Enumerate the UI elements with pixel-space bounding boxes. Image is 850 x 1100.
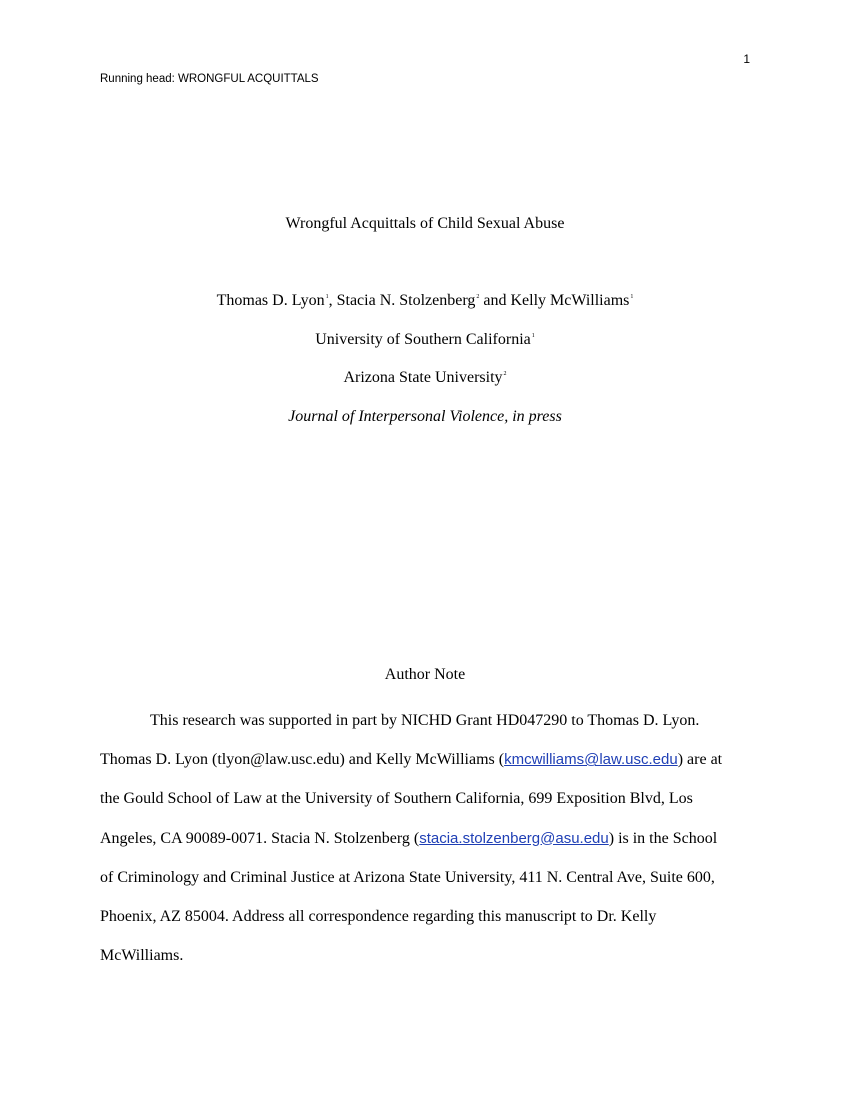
author-name: Thomas D. Lyon <box>216 292 325 309</box>
affiliation-name: Arizona State University <box>343 369 503 386</box>
affiliation-marker: 1 <box>630 294 634 300</box>
note-text: ) are at <box>677 751 723 769</box>
affiliation-line <box>0 369 850 387</box>
affiliation-line <box>0 331 850 349</box>
email-link-mcwilliams[interactable]: kmcwilliams@law.usc.edu <box>504 751 678 769</box>
note-text: Angeles, CA 90089-0071. Stacia N. Stolzenberg ( <box>100 829 420 847</box>
author-conjunction: and <box>479 292 511 309</box>
author-note-body <box>100 701 750 975</box>
author-note-line: McWilliams. <box>100 947 184 965</box>
author-note-line: of Criminology and Criminal Justice at Arizona State University, 411 N. Central Ave, Suite 600, <box>100 868 715 886</box>
paper-title: Wrongful Acquittals of Child Sexual Abuse <box>285 215 565 232</box>
author-note-line <box>100 740 750 779</box>
author-note-line: This research was supported in part by NICHD Grant HD047290 to Thomas D. Lyon. <box>150 712 700 729</box>
author-note-heading: Author Note <box>384 666 466 683</box>
author-note-line <box>100 819 750 858</box>
note-text: ) is in the School <box>608 829 718 847</box>
affiliation-marker: 1 <box>325 294 329 300</box>
email-link-stolzenberg[interactable]: stacia.stolzenberg@asu.edu <box>419 829 609 847</box>
author-list <box>0 292 850 310</box>
affiliation-marker: 2 <box>476 294 480 300</box>
journal-info: Journal of Interpersonal Violence, in press <box>288 408 562 425</box>
author-separator: , <box>328 292 337 309</box>
author-name: Stacia N. Stolzenberg <box>336 292 476 309</box>
affiliation-marker: 1 <box>531 333 535 339</box>
running-head: Running head: WRONGFUL ACQUITTALS <box>100 73 319 85</box>
page-number: 1 <box>743 52 750 66</box>
affiliation-marker: 2 <box>503 371 507 377</box>
author-note-line: Phoenix, AZ 85004. Address all correspondence regarding this manuscript to Dr. Kelly <box>100 908 657 926</box>
author-note-line: the Gould School of Law at the University of Southern California, 699 Exposition Blvd, Los <box>100 790 693 808</box>
affiliation-name: University of Southern California <box>315 331 531 348</box>
author-name: Kelly McWilliams <box>510 292 630 309</box>
note-text: Thomas D. Lyon (tlyon@law.usc.edu) and Kelly McWilliams ( <box>100 751 505 769</box>
